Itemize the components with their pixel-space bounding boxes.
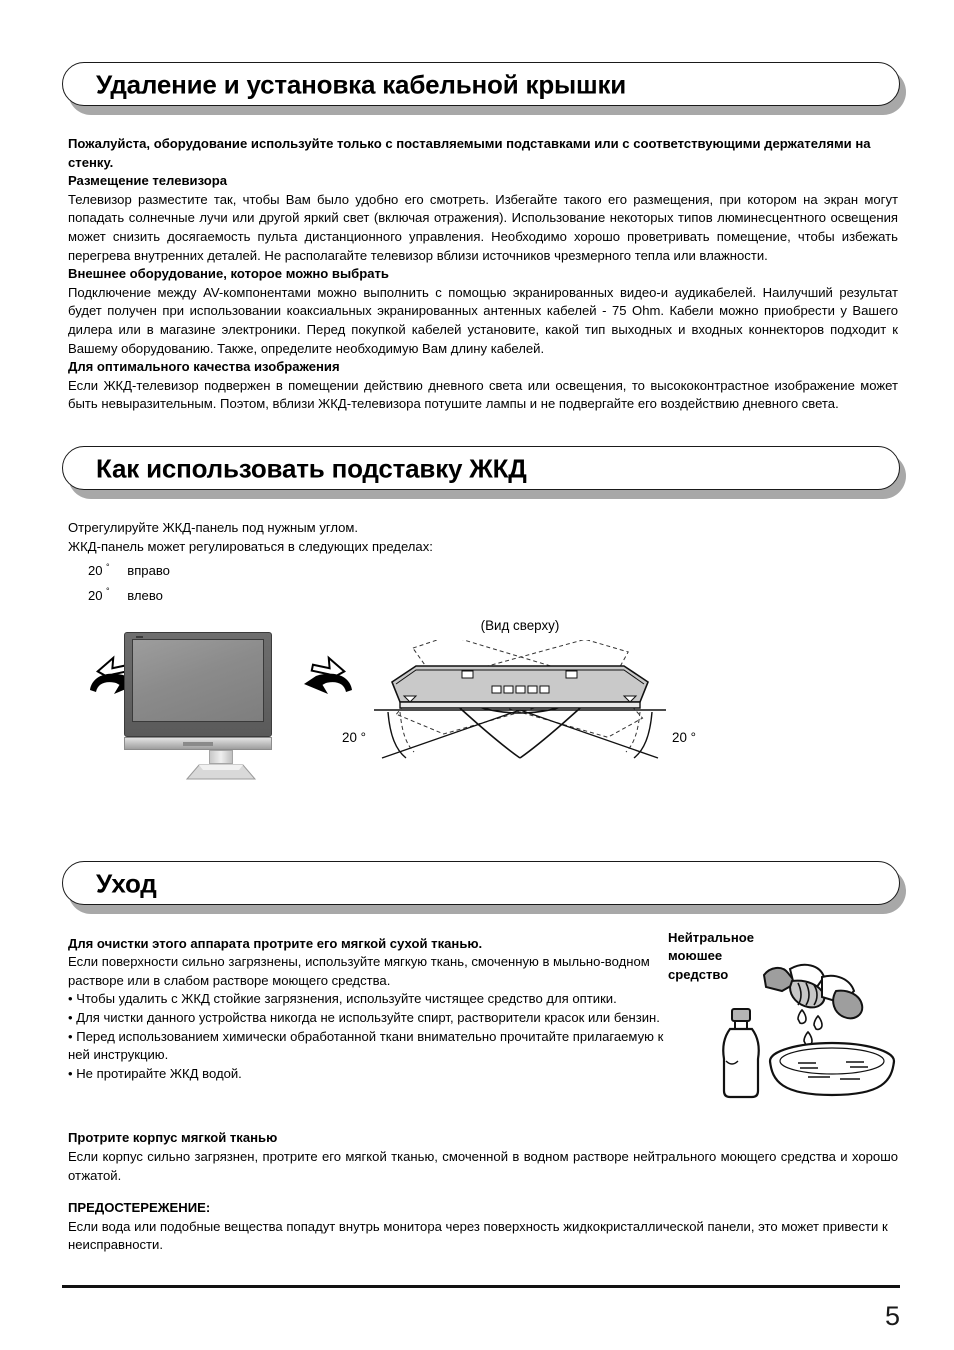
care-subhead-cabinet: Протрите корпус мягкой тканью [68, 1130, 278, 1146]
care-bullet-4: • Не протирайте ЖКД водой. [68, 1065, 242, 1081]
angle-value-right: 20 [88, 563, 103, 579]
care-bullet-2: • Для чистки данного устройства никогда не используйте спирт, растворители красок или бензин. [68, 1010, 660, 1025]
degree-symbol-left: ° [106, 586, 110, 597]
tv-indicator-icon [136, 636, 143, 638]
section-title-care: Уход [96, 868, 157, 899]
tv-stand-base [173, 763, 269, 780]
lcd-stand-figures [0, 618, 954, 793]
care-caution-title: ПРЕДОСТЕРЕЖЕНИЕ: [68, 1200, 211, 1216]
detergent-label-line1: Нейтральное [668, 929, 755, 945]
tv-front-strip [124, 737, 272, 750]
cable-cover-paragraph-external: Подключение между AV-компонентами можно выполнить с помощью экранированных видео-и аудикабелей. Наилучший результат будет получен при использовании коаксиальных экранированных антенных кабелей - 75 Ohm. Кабели можно приобрести у Вашего дилера или в магазине электроники. Перед покупкой кабелей установите, какой тип выходных и входных коннекторов подходит к Вашему оборудованию. Также, определите необходимую Вам длину кабелей. [68, 284, 898, 356]
care-lead: Для очистки этого аппарата протрите его мягкой сухой тканью. [68, 935, 483, 951]
angle-value-left: 20 [88, 587, 103, 603]
cable-cover-subhead-placement: Размещение телевизора [68, 173, 228, 189]
detergent-bottle-and-basin-icon [664, 929, 914, 1109]
degree-symbol-right: ° [106, 561, 110, 572]
basin-icon [770, 1043, 894, 1095]
care-lower-text [68, 1129, 898, 1255]
section-header-care [62, 861, 900, 907]
section-header-lcd-stand [62, 446, 900, 492]
lcd-stand-intro-line1: Отрегулируйте ЖКД-панель под нужным углом. [68, 519, 359, 535]
tv-brand-logo [183, 742, 213, 746]
detergent-bottle-icon [723, 1009, 759, 1097]
detergent-label-line2: моюшее [668, 948, 723, 964]
section-title-cable-cover: Удаление и установка кабельной крышки [96, 69, 627, 100]
care-caution-body: Если вода или подобные вещества попадут внутрь монитора через поверхность жидкокристаллической панели, это может привести к неисправности. [68, 1218, 888, 1253]
lcd-stand-intro-line2: ЖКД-панель может регулироваться в следующих пределах: [68, 539, 433, 555]
section-header-cable-cover [62, 62, 900, 108]
lcd-stand-intro [68, 518, 898, 606]
section-title-lcd-stand: Как использовать подставку ЖКД [96, 453, 527, 484]
page-number: 5 [884, 1301, 900, 1331]
tv-screen [132, 639, 264, 722]
care-content [68, 929, 898, 1084]
angle-item-right [88, 557, 898, 581]
top-view-angle-diagram [340, 640, 700, 792]
hands-wringing-cloth-icon [764, 964, 862, 1017]
care-intro: Если поверхности сильно загрязнены, используйте мягкую ткань, смоченную в мыльно-водном растворе или в слабом растворе моющего средства. [68, 954, 650, 988]
top-view-caption: (Вид сверху) [480, 617, 560, 633]
cable-cover-paragraph-picture-quality: Если ЖКД-телевизор подвержен в помещении действию дневного света или освещения, то высококонтрастное изображение может быть невыразительным. Поэтом, вблизи ЖКД-телевизора потушите лампы и не подвергайте его воздействию дневного света. [68, 377, 898, 412]
angle-item-left [88, 581, 898, 605]
cable-cover-subhead-external: Внешнее оборудование, которое можно выбрать [68, 266, 389, 282]
cable-cover-lead: Пожалуйста, оборудование используйте только с поставляемыми подставками или с соответствующими держателями на стенку. [68, 136, 871, 170]
cable-cover-subhead-picture-quality: Для оптимального качества изображения [68, 359, 340, 375]
tv-stand-neck [209, 750, 233, 764]
section-header-pill [62, 861, 900, 905]
detergent-figure [664, 929, 914, 1109]
top-view-angle-label-right: 20 ° [672, 729, 696, 745]
top-view-figure [340, 618, 700, 793]
tv-front-view-figure [86, 632, 356, 782]
care-bullet-3: • Перед использованием химически обработанной ткани внимательно прочитайте прилагаемую к ней инструкцию. [68, 1028, 664, 1063]
detergent-label-line3: средство [668, 966, 729, 982]
cable-cover-body [68, 135, 898, 414]
angle-direction-left: влево [127, 587, 163, 603]
lcd-stand-angle-list [88, 557, 898, 606]
care-bullet-1: • Чтобы удалить с ЖКД стойкие загрязнения, используйте чистящее средство для оптики. [68, 991, 617, 1007]
water-drops-icon [798, 1010, 822, 1045]
tv-bezel [124, 632, 272, 737]
top-view-angle-label-left: 20 ° [342, 729, 366, 745]
cable-cover-paragraph-placement: Телевизор разместите так, чтобы Вам было удобно его смотреть. Избегайте такого его размещения, при котором на экран могут попадать солнечные лучи или другой яркий свет (включая отражения). Использование некоторых типов люминесцентного освещения может снизить досягаемость пульта дистанционного управления. Необходимо хорошо проветривать помещение, чтобы избежать перегрева внутренних деталей. Не располагайте телевизор вблизи источников чрезмерного тепла или влажности. [68, 191, 898, 263]
care-text-column [68, 935, 688, 1084]
care-paragraph-cabinet: Если корпус сильно загрязнен, протрите его мягкой тканью, смоченной в водном растворе нейтрального моющего средства и хорошо отжатой. [68, 1148, 898, 1183]
angle-direction-right: вправо [127, 563, 170, 579]
footer-divider [62, 1285, 900, 1288]
